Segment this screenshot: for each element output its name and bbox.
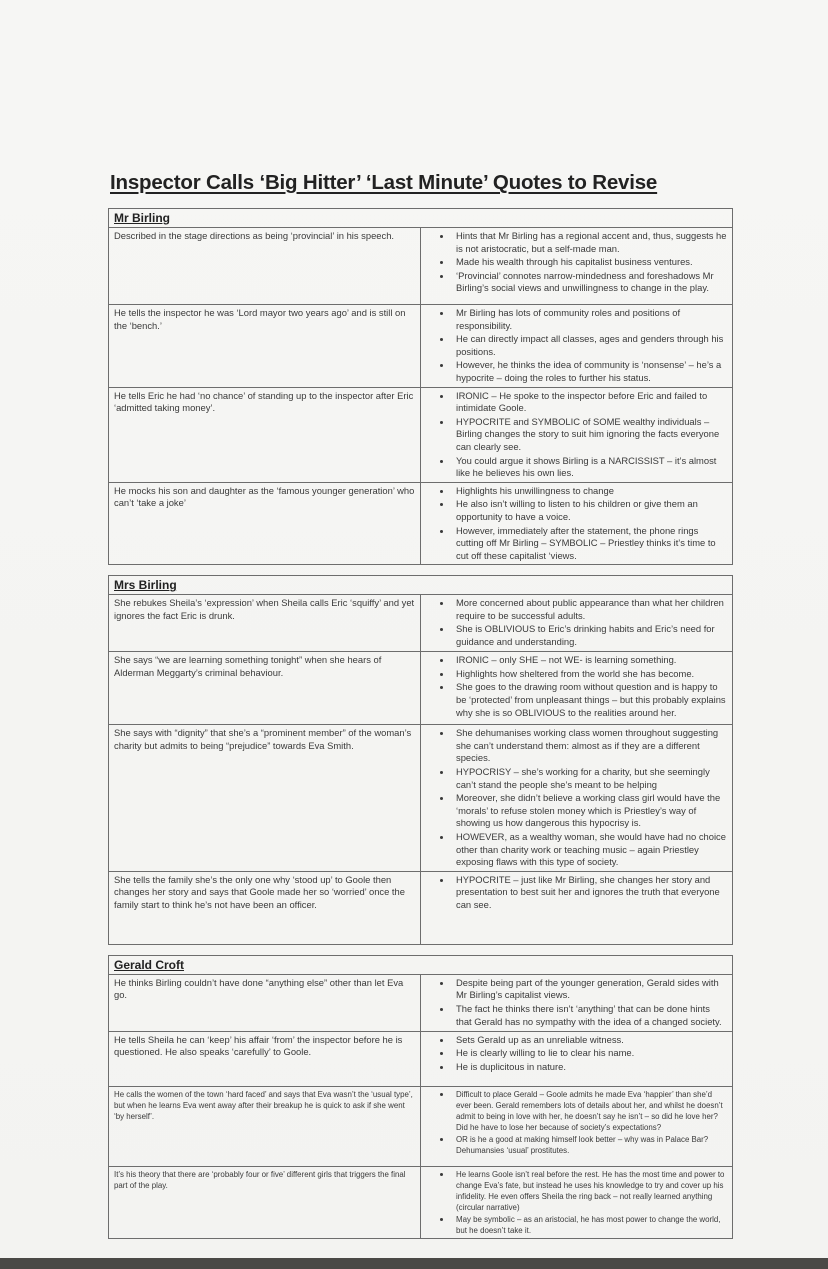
analysis-list: [426, 1169, 728, 1236]
analysis-cell: [421, 1086, 733, 1166]
quote-cell: He mocks his son and daughter as the ‘famous younger generation’ who can’t ‘take a joke’: [109, 482, 421, 565]
analysis-cell: [421, 387, 733, 482]
quote-cell: She rebukes Sheila’s ‘expression’ when Sheila calls Eric ‘squiffy’ and yet ignores the fact Eric is drunk.: [109, 595, 421, 652]
analysis-point: • However, he thinks the idea of community is ‘nonsense’ – he’s a hypocrite – doing the roles to further his status.: [452, 359, 728, 384]
analysis-list: [426, 727, 728, 869]
analysis-point: • Despite being part of the younger generation, Gerald sides with Mr Birling’s capitalist views.: [452, 977, 728, 1002]
analysis-cell: [421, 1166, 733, 1238]
analysis-list: [426, 977, 728, 1028]
analysis-point: • OR is he a good at making himself look better – why was in Palace Bar? Dehumansies ‘usual’ prostitutes.: [452, 1134, 728, 1156]
analysis-point: • He can directly impact all classes, ages and genders through his positions.: [452, 333, 728, 358]
analysis-list: [426, 390, 728, 480]
analysis-point: • She goes to the drawing room without question and is happy to be ‘protected’ from unpleasant things – but this probably explains why she is so OBLIVIOUS to the realities around her.: [452, 681, 728, 719]
analysis-point: • She dehumanises working class women throughout suggesting she can’t understand them: almost as if they are a different species.: [452, 727, 728, 765]
analysis-point: • He is duplicitous in nature.: [452, 1061, 728, 1074]
analysis-point: • You could argue it shows Birling is a NARCISSIST – it’s almost like he believes his own lies.: [452, 455, 728, 480]
section-header-row: [109, 576, 733, 595]
analysis-list: [426, 485, 728, 563]
table-row: [109, 871, 733, 944]
quote-cell: He thinks Birling couldn’t have done “anything else” other than let Eva go.: [109, 974, 421, 1031]
section-header-row: [109, 955, 733, 974]
analysis-point: • HYPOCRITE and SYMBOLIC of SOME wealthy individuals – Birling changes the story to suit him ignoring the facts everyone can clearly see.: [452, 416, 728, 454]
analysis-list: [426, 230, 728, 295]
analysis-point: • More concerned about public appearance than what her children require to be successful adults.: [452, 597, 728, 622]
analysis-list: [426, 874, 728, 912]
table-row: [109, 974, 733, 1031]
table-row: [109, 387, 733, 482]
analysis-cell: [421, 974, 733, 1031]
section-heading: Gerald Croft: [109, 955, 733, 974]
quote-cell: He tells the inspector he was ‘Lord mayor two years ago’ and is still on the ‘bench.’: [109, 305, 421, 388]
analysis-point: • He is clearly willing to lie to clear his name.: [452, 1047, 728, 1060]
analysis-point: • HYPOCRISY – she’s working for a charity, but she seemingly can’t stand the people she’s meant to be helping: [452, 766, 728, 791]
quote-cell: She tells the family she’s the only one why ‘stood up’ to Goole then changes her story and says that Goole made her so ‘worried’ once the family start to think he’s not have been an officer.: [109, 871, 421, 944]
analysis-cell: [421, 305, 733, 388]
section-header-row: [109, 209, 733, 228]
analysis-list: [426, 307, 728, 385]
page-title: Inspector Calls ‘Big Hitter’ ‘Last Minute’ Quotes to Revise: [110, 171, 658, 194]
table-row: [109, 1031, 733, 1086]
quote-tables: [108, 208, 733, 1239]
analysis-list: [426, 1089, 728, 1156]
section-table-gerald-croft: [108, 955, 733, 1239]
analysis-point: • She is OBLIVIOUS to Eric’s drinking habits and Eric’s need for guidance and understanding.: [452, 623, 728, 648]
analysis-cell: [421, 871, 733, 944]
table-row: [109, 305, 733, 388]
analysis-point: • He also isn’t willing to listen to his children or give them an opportunity to have a voice.: [452, 498, 728, 523]
quote-cell: She says “we are learning something tonight” when she hears of Alderman Meggarty’s criminal behaviour.: [109, 652, 421, 725]
analysis-cell: [421, 595, 733, 652]
quote-cell: He calls the women of the town ‘hard faced’ and says that Eva wasn’t the ‘usual type’, but when he learns Eva went away after their breakup he is quick to ask if she went ‘by herself’.: [109, 1086, 421, 1166]
analysis-point: • Mr Birling has lots of community roles and positions of responsibility.: [452, 307, 728, 332]
table-row: [109, 1166, 733, 1238]
analysis-cell: [421, 725, 733, 872]
section-table-mr-birling: [108, 208, 733, 565]
table-row: [109, 725, 733, 872]
section-heading: Mr Birling: [109, 209, 733, 228]
analysis-point: • IRONIC – He spoke to the inspector before Eric and failed to intimidate Goole.: [452, 390, 728, 415]
analysis-point: • The fact he thinks there isn’t ‘anything’ that can be done hints that Gerald has no sympathy with the idea of a changed society.: [452, 1003, 728, 1028]
analysis-list: [426, 1034, 728, 1074]
analysis-point: • Moreover, she didn’t believe a working class girl would have the ‘morals’ to refuse stolen money which is Priestley’s way of showing us how dangerous this hypocrisy is.: [452, 792, 728, 830]
quote-cell: He tells Sheila he can ‘keep’ his affair ‘from’ the inspector before he is questioned. He also speaks ‘carefully’ to Goole.: [109, 1031, 421, 1086]
analysis-cell: [421, 482, 733, 565]
analysis-cell: [421, 228, 733, 305]
analysis-list: [426, 654, 728, 719]
section-heading: Mrs Birling: [109, 576, 733, 595]
table-row: [109, 482, 733, 565]
section-table-mrs-birling: [108, 575, 733, 945]
analysis-point: • However, immediately after the statement, the phone rings cutting off Mr Birling – SYMBOLIC – Priestley thinks it’s time to cut off these capitalist ‘views.: [452, 525, 728, 563]
analysis-point: • Made his wealth through his capitalist business ventures.: [452, 256, 728, 269]
analysis-point: • Highlights his unwillingness to change: [452, 485, 728, 498]
analysis-point: • Hints that Mr Birling has a regional accent and, thus, suggests he is not aristocratic, but a self-made man.: [452, 230, 728, 255]
quote-cell: He tells Eric he had ‘no chance’ of standing up to the inspector after Eric ‘admitted taking money’.: [109, 387, 421, 482]
analysis-point: • He learns Goole isn’t real before the rest. He has the most time and power to change Eva’s fate, but instead he uses his knowledge to try and cover up his infidelity. He even offers Sheila the ring back – not really learned anything (circular narrative): [452, 1169, 728, 1213]
analysis-list: [426, 597, 728, 648]
analysis-point: • HOWEVER, as a wealthy woman, she would have had no choice other than charity work or teaching music – again Priestley exposing flaws with this type of society.: [452, 831, 728, 869]
quote-cell: It’s his theory that there are ‘probably four or five’ different girls that triggers the final part of the play.: [109, 1166, 421, 1238]
analysis-point: • ‘Provincial’ connotes narrow-mindedness and foreshadows Mr Birling’s social views and unwillingness to change in the play.: [452, 270, 728, 295]
analysis-point: • Sets Gerald up as an unreliable witness.: [452, 1034, 728, 1047]
table-row: [109, 1086, 733, 1166]
table-row: [109, 228, 733, 305]
table-row: [109, 652, 733, 725]
analysis-cell: [421, 1031, 733, 1086]
analysis-point: • Difficult to place Gerald – Goole admits he made Eva ‘happier’ than she’d ever been. Gerald remembers lots of details about her, and whilst he doesn’t admit to being in love with her, he doesn’t say he isn’t – so did he love her? Did he have to lose her because of society’s expectations?: [452, 1089, 728, 1133]
analysis-point: • IRONIC – only SHE – not WE- is learning something.: [452, 654, 728, 667]
table-row: [109, 595, 733, 652]
quote-cell: Described in the stage directions as being ‘provincial’ in his speech.: [109, 228, 421, 305]
analysis-point: • Highlights how sheltered from the world she has become.: [452, 668, 728, 681]
analysis-point: • May be symbolic – as an aristocial, he has most power to change the world, but he doesn’t take it.: [452, 1214, 728, 1236]
quote-cell: She says with “dignity” that she’s a “prominent member” of the woman’s charity but admits to being “prejudice” towards Eva Smith.: [109, 725, 421, 872]
analysis-point: • HYPOCRITE – just like Mr Birling, she changes her story and presentation to best suit her and ignores the truth that everyone can see.: [452, 874, 728, 912]
analysis-cell: [421, 652, 733, 725]
